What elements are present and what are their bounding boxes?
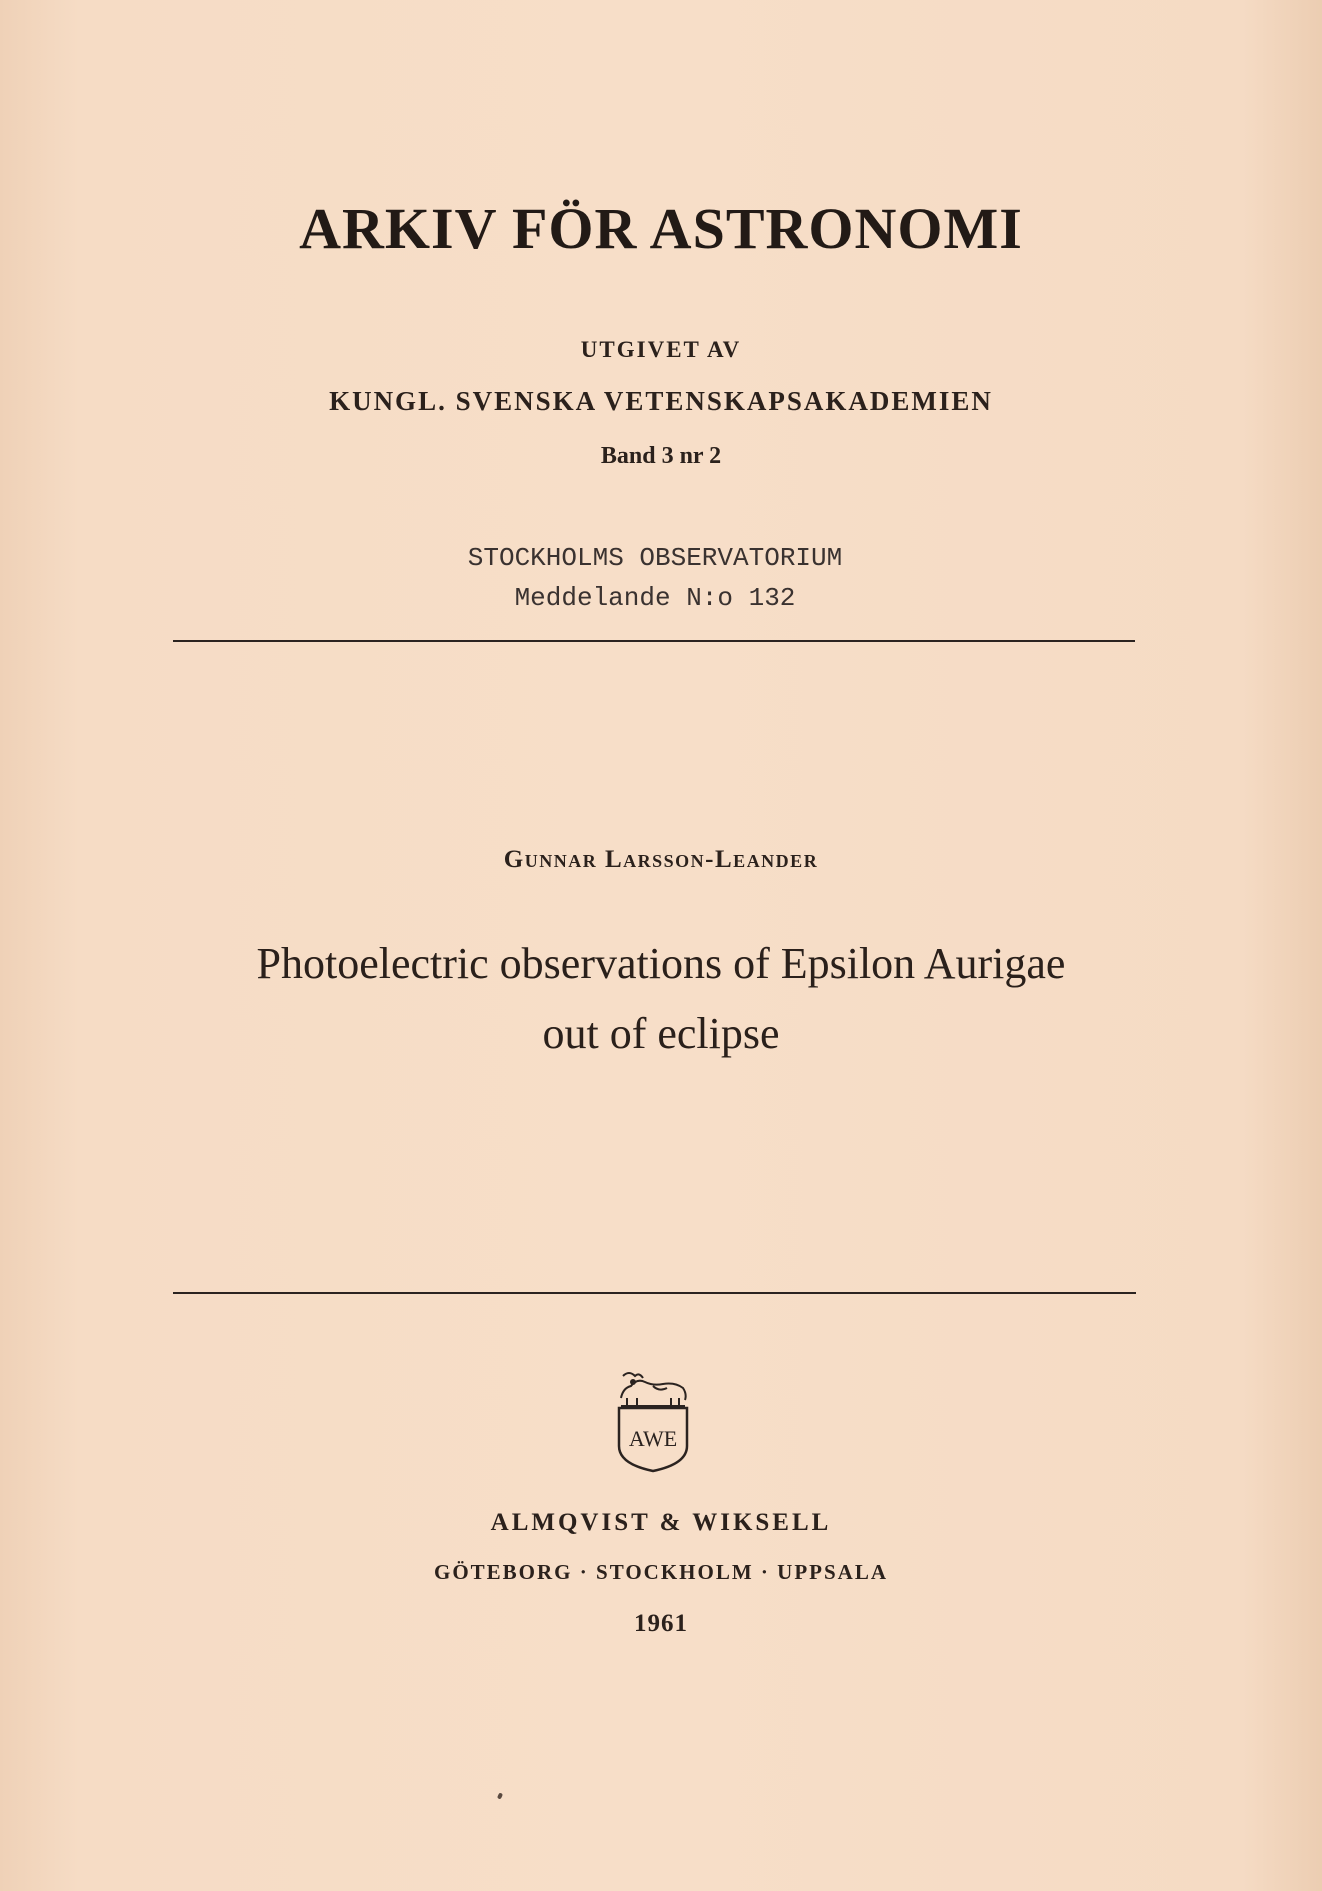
article-title-line1: Photoelectric observations of Epsilon Aurigae [256,939,1066,988]
observatory-stamp-line2: Meddelande N:o 132 [514,583,796,613]
paper-speck [497,1792,503,1799]
publisher-cities: GÖTEBORG · STOCKHOLM · UPPSALA [433,1560,888,1584]
author-name: Gunnar Larsson-Leander [503,846,819,873]
observatory-stamp-line1: STOCKHOLMS OBSERVATORIUM [467,543,843,573]
publication-year: 1961 [634,1610,688,1637]
publisher-name: ALMQVIST & WIKSELL [490,1509,832,1536]
bottom-divider [173,1292,1136,1294]
volume-number: Band 3 nr 2 [600,443,722,469]
publisher-intro: UTGIVET AV [580,337,742,362]
article-title-line2: out of eclipse [542,1009,780,1058]
article-title [0,929,1322,1069]
top-divider [173,640,1135,642]
publisher-lion-logo-icon [613,1368,693,1473]
logo-text: AWE [628,1426,678,1451]
journal-title: ARKIV FÖR ASTRONOMI [299,196,1023,261]
academy-name: KUNGL. SVENSKA VETENSKAPSAKADEMIEN [329,386,993,416]
